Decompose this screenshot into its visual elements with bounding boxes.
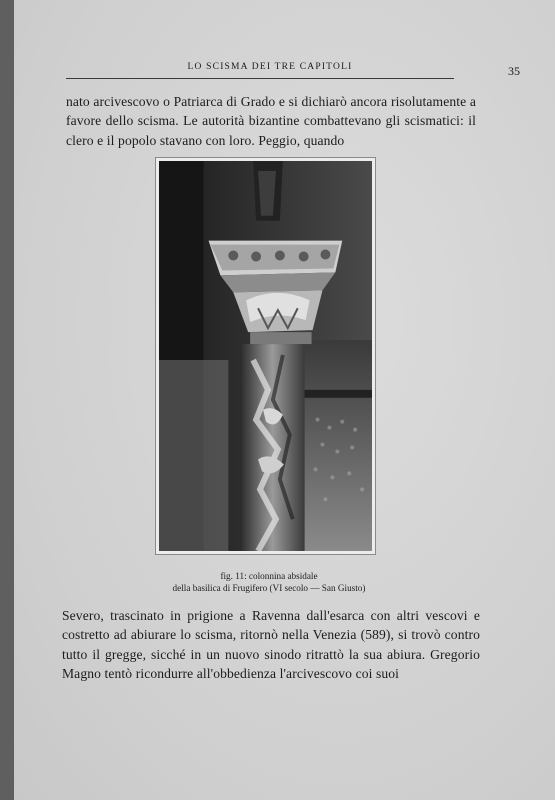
running-title: LO SCISMA DEI TRE CAPITOLI [187,62,353,72]
column-capital-photo [159,161,372,551]
paragraph-top: nato arcivescovo o Patriarca di Grado e si dichiarò ancora risolutamente a favore dello scisma. Le autorità bizantine combattevano gli scismatici: il clero e il popolo stavano con loro. Peggio, quando [66,94,476,148]
figure-photo [155,157,376,555]
book-page [14,0,555,800]
paragraph-bottom: Severo, trascinato in prigione a Ravenna dall'esarca con altri vescovi e costretto ad abiurare lo scisma, ritornò nella Venezia (589), si trovò contro tutto il gregge, sicché in un nuovo sinodo ritrattò la sua abiura. Gregorio Magno tentò ricondurre all'obbedienza l'arcivescovo coi suoi [62,608,480,681]
page-number: 35 [508,64,520,78]
caption-line-2: della basilica di Frugifero (VI secolo — San Giusto) [172,583,366,593]
header-rule [66,78,454,79]
caption-line-1: fig. 11: colonnina absidale [220,571,318,581]
figure-caption [144,570,394,594]
